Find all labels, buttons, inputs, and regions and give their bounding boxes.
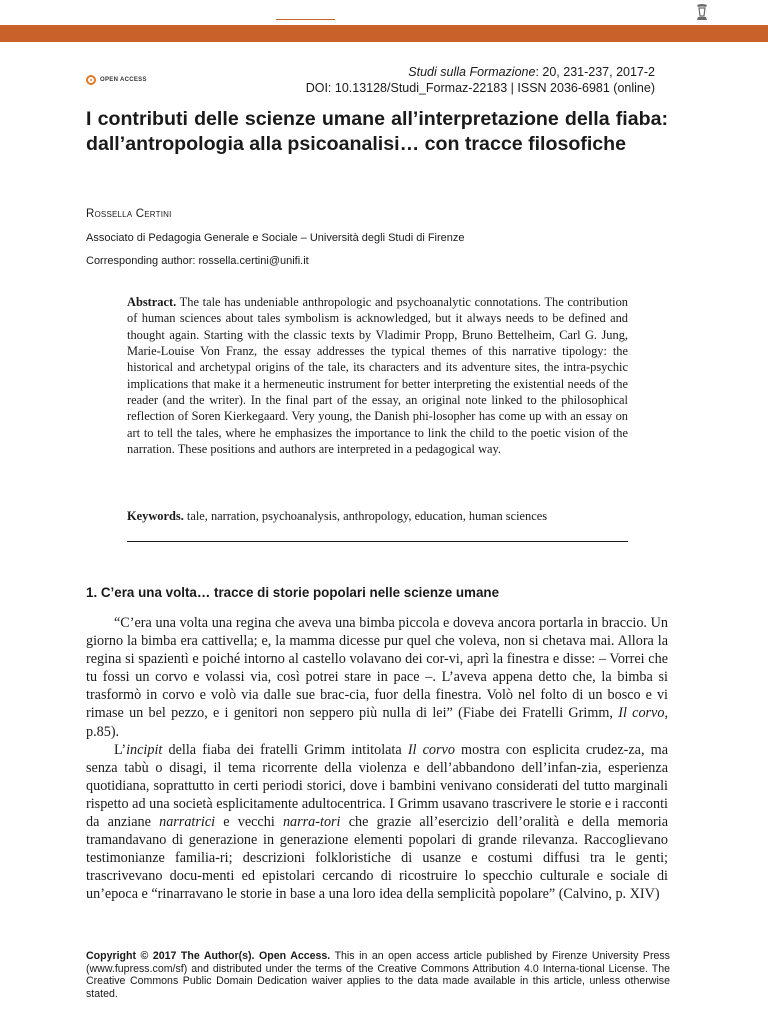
paragraph-2-italic-4: narra-tori [282,814,341,831]
keywords [127,508,628,524]
header-band [0,25,768,42]
journal-citation [306,64,655,96]
corresponding-author: Corresponding author: rossella.certini@unifi.it [86,255,309,267]
copyright-notice [86,950,670,1000]
doi-line: DOI: 10.13128/Studi_Formaz-22183 | ISSN 2036-6981 (online) [305,81,655,95]
keywords-label: Keywords. [127,509,184,523]
paragraph-2-text-c: mostra con esplicita crudez-za, ma senza tabù o disagi, il tema ricorrente della violenza e dell’abbandono dell’infan-zia, esperienza quotidiana, soprattutto in certi periodi storici, dove i bambini venivano considerati del tutto marginali rispetto ad una società esplicitamente adultocentrica. I Grimm usavano trascrivere le storie e i racconti da anziane [86,741,668,831]
author-affiliation: Associato di Pedagogia Generale e Sociale – Università degli Studi di Firenze [86,232,465,244]
paragraph-2-italic-1: incipit [126,741,163,758]
paragraph-1 [86,614,668,741]
open-access-icon [86,75,96,85]
paragraph-2-text-a: L’ [114,741,127,758]
paragraph-2-italic-3: narratrici [159,814,216,831]
journal-name: Studi sulla Formazione [408,65,536,79]
open-access-badge [86,75,147,85]
paragraph-2-italic-2: Il corvo [407,741,455,758]
article-title: I contributi delle scienze umane all’interpretazione della fiaba: dall’antropologia alla psicoanalisi… con tracce filosofiche [86,108,668,155]
paragraph-1-text-a: “C’era una volta una regina che aveva una bimba piccola e doveva ancora portarla in braccio. Un giorno la bimba era cattivella; e, la mamma dicesse pur quel che voleva, non si chetava mai. Allora la regina si spazientì e poiché intorno al castello volavano dei cor-vi, aprì la finestra e disse: – Vorrei che tu fossi un corvo e volassi via, così potrei stare in pace –. L’aveva appena detto che, la bimba si trasformò in corvo e volò via dalle sue brac-cia, fuor della finestra. Volò nel folto di un bosco e vi rimase un bel pezzo, e i genitori non seppero più nulla di lei” (Fiabe dei Fratelli Grimm, [86,615,668,722]
copyright-text: This in an open access article published by Firenze University Press (www.fupress.com/sf) and distributed under the terms of the Creative Commons Attribution 4.0 Interna-tional License. The Creative Commons Public Domain Dedication waiver applies to the data made available in this article, unless otherwise stated. [86,950,670,1000]
section-heading: 1. C’era una volta… tracce di storie popolari nelle scienze umane [86,585,500,600]
author-name: Rossella Certini [86,208,172,220]
paragraph-2-text-b: della fiaba dei fratelli Grimm intitolata [162,741,408,758]
abstract-divider [127,541,628,542]
paragraph-2 [86,741,668,904]
copyright-bold: Copyright © 2017 The Author(s). Open Access. [86,950,331,962]
abstract-text: The tale has undeniable anthropologic and psychoanalytic connotations. The contribution of human sciences about tales symbolism is acknowledged, but it always needs to be defined and thought again. Starting with the classic texts by Vladimir Propp, Bruno Bettelheim, Carl G. Jung, Marie-Louise Von Franz, the essay addresses the typical themes of this narrative tipology: the historical and archetypal origins of the tale, its characters and its adventure sites, the intra-psychic implications that make it a hermeneutic instrument for better interpreting the existential needs of the reader (and the writer). In the final part of the essay, an original note linked to the philosophical reflection of Soren Kierkegaard. Very young, the Danish phi-losopher has come up with an essay on art to tell the tales, where he emphasizes the importance to link the child to the poetic vision of the narration. These positions and authors are interpreted in a pedagogical way. [127,295,628,457]
open-access-label: OPEN ACCESS [100,77,147,83]
abstract-label: Abstract. [127,295,177,309]
body-text [86,614,668,904]
paragraph-2-text-d: e vecchi [215,814,283,831]
paragraph-1-text-b: , p.85). [86,705,668,740]
paragraph-2-text-e: che grazie all’esercizio dell’oralità e della memoria tramandavano di generazione in generazione elementi popolari di grande rilevanza. Raccoglievano testimonianze familia-ri; descrizioni folkloristiche di usanze e costumi diffusi tra le genti; trascrivevano docu-menti ed epistolari cercando di ricostruire lo specchio culturale e sociale di un’epoca e “rinarravano le storie in base a una loro idea della semplicità popolare” (Calvino, p. XIV) [86,814,668,903]
journal-line [306,64,655,80]
header-link-underline [276,19,335,20]
abstract [127,294,628,457]
keywords-text: tale, narration, psychoanalysis, anthropology, education, human sciences [183,509,548,523]
paragraph-1-italic: Il corvo [618,705,665,722]
journal-volume: : 20, 231-237, 2017-2 [535,65,655,79]
publisher-logo-icon [694,2,710,22]
